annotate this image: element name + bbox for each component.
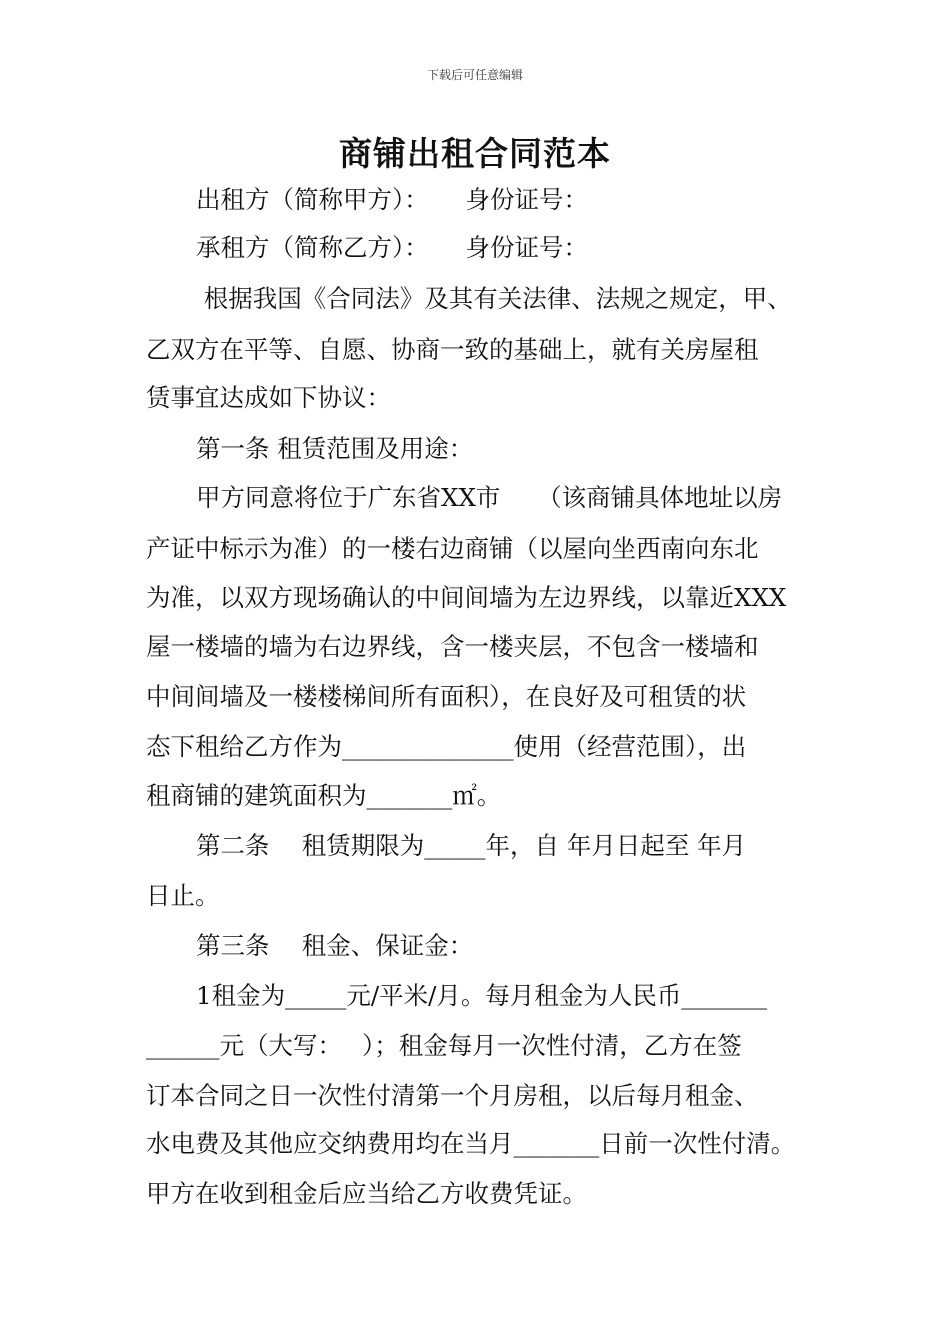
text-line: ______元（大写： ）；租金每月一次性付清，乙方在签	[146, 1031, 742, 1060]
section-heading: 第一条 租赁范围及用途：	[196, 434, 474, 463]
text-line: 乙双方在平等、自愿、协商一致的基础上，就有关房屋租	[146, 335, 759, 364]
text-line: 1租金为_____元/平米/月。每月租金为人民币_______	[196, 981, 768, 1010]
text-line: 水电费及其他应交纳费用均在当月_______日前一次性付清。	[146, 1129, 796, 1158]
text-line: 甲方在收到租金后应当给乙方收费凭证。	[146, 1179, 587, 1208]
text-line: 甲方同意将位于广东省XX市 （该商铺具体地址以房	[196, 483, 783, 512]
text-line: 出租方（简称甲方）： 身份证号：	[196, 185, 588, 214]
text-line: 订本合同之日一次性付清第一个月房租，以后每月租金、	[146, 1081, 759, 1110]
text-line: 承租方（简称乙方）： 身份证号：	[196, 233, 588, 262]
text-line: 赁事宜达成如下协议：	[146, 383, 391, 412]
document-title: 商铺出租合同范本	[339, 134, 611, 173]
text-line: 日止。	[146, 881, 220, 910]
section-heading: 第三条 租金、保证金：	[196, 931, 474, 960]
text-line: 态下租给乙方作为______________使用（经营范围），出	[146, 732, 747, 761]
text-line: 根据我国《合同法》及其有关法律、法规之规定，甲、	[196, 284, 792, 313]
text-line: 租商铺的建筑面积为_______㎡。	[146, 781, 502, 810]
text-line: 屋一楼墙的墙为右边界线，含一楼夹层，不包含一楼墙和	[146, 632, 759, 661]
text-line: 为准，以双方现场确认的中间间墙为左边界线，以靠近XXX	[146, 583, 787, 612]
page-header-note: 下载后可任意编辑	[426, 68, 523, 82]
section-heading: 第二条 租赁期限为_____年，自 年月日起至 年月	[196, 831, 747, 860]
text-line: 中间间墙及一楼楼梯间所有面积），在良好及可租赁的状	[146, 682, 747, 711]
text-line: 产证中标示为准）的一楼右边商铺（以屋向坐西南向东北	[146, 534, 759, 563]
